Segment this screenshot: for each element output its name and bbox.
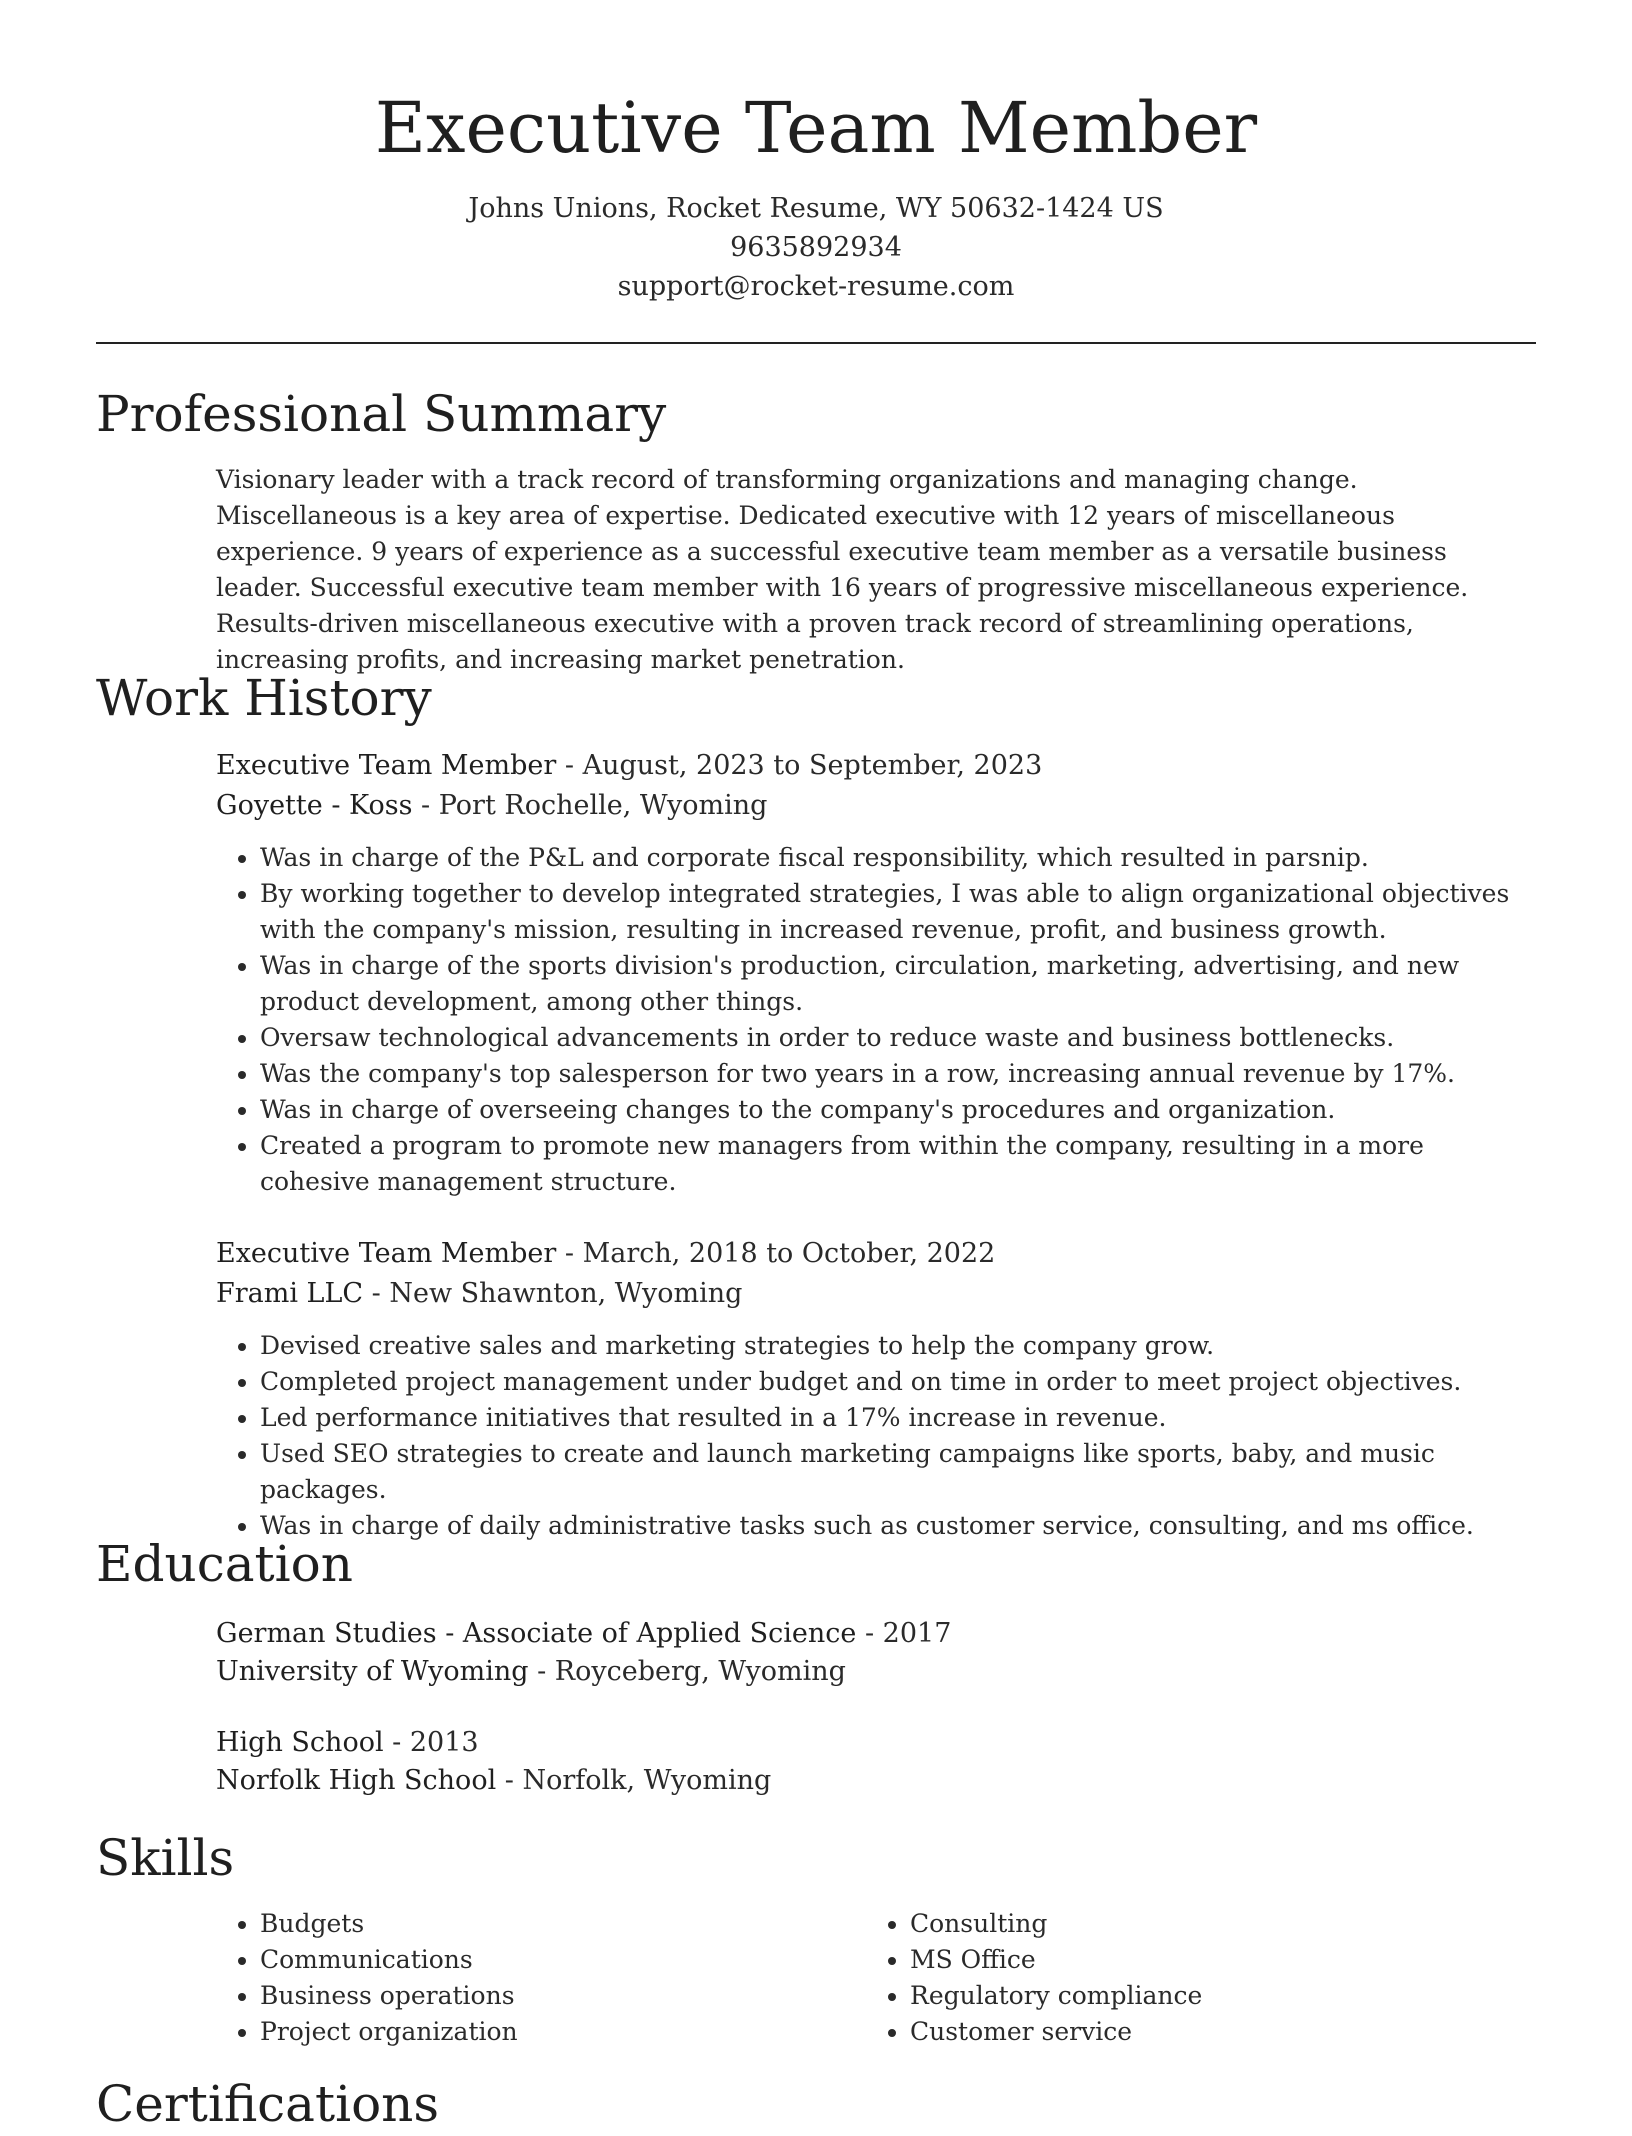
skill-item: • Regulatory compliance [910, 1978, 1466, 2014]
list-item: • Led performance initiatives that resulted in a 17% increase in revenue. [260, 1400, 1536, 1436]
skill-item: • Customer service [910, 2014, 1466, 2050]
skill-item: • Project organization [260, 2014, 816, 2050]
summary-text: Visionary leader with a track record of transforming organizations and managing change. Miscellaneous is a key area of expertise. Dedicated executive with 12 years of miscellaneous experience. 9 years of experience as a successful executive team member as a versatile business leader. Successful executive team member with 16 years of progressive miscellaneous experience. Results-driven miscellaneous executive with a proven track record of streamlining operations, increasing profits, and increasing market penetration. [216, 465, 1469, 674]
list-item: • Completed project management under budget and on time in order to meet project objectives. [260, 1364, 1536, 1400]
section-title-skills: Skills [96, 1829, 235, 1887]
list-item: • Devised creative sales and marketing strategies to help the company grow. [260, 1328, 1536, 1364]
job-dates: - August, 2023 to September, 2023 [556, 750, 1043, 781]
education-location: - Royceberg, Wyoming [528, 1656, 846, 1687]
education-1-school-line [216, 1652, 1536, 1692]
education-school: Norfolk High School [216, 1765, 497, 1796]
list-item: • Created a program to promote new managers from within the company, resulting in a more cohesive management structure. [260, 1128, 1536, 1200]
contact-email: support@rocket-resume.com [617, 271, 1015, 302]
education-2-degree-line [216, 1723, 1536, 1763]
list-item: • Was in charge of the P&L and corporate fiscal responsibility, which resulted in parsnip. [260, 840, 1536, 876]
section-title-work-history: Work History [96, 669, 432, 727]
skills-list-right [866, 1906, 1466, 2050]
list-item: • By working together to develop integrated strategies, I was able to align organizational objectives with the company's mission, resulting in increased revenue, profit, and business growth. [260, 876, 1536, 948]
list-item: • Used SEO strategies to create and launch marketing campaigns like sports, baby, and music packages. [260, 1436, 1536, 1508]
section-title-education: Education [96, 1535, 353, 1593]
list-item: • Was in charge of the sports division's production, circulation, marketing, advertising, and new product development, among other things. [260, 948, 1536, 1020]
skill-item: • Business operations [260, 1978, 816, 2014]
skill-item: • Consulting [910, 1906, 1466, 1942]
job-location: - New Shawnton, Wyoming [363, 1278, 743, 1309]
skill-item: • Communications [260, 1942, 816, 1978]
header-divider [96, 342, 1536, 344]
education-2-school-line [216, 1761, 1536, 1801]
list-item: • Oversaw technological advancements in order to reduce waste and business bottlenecks. [260, 1020, 1536, 1056]
job-1-title-line [216, 746, 1536, 786]
job-1-bullets [216, 840, 1536, 1200]
job-2-bullets [216, 1328, 1536, 1544]
education-year: - 2013 [383, 1727, 479, 1758]
job-role: Executive Team Member [216, 1238, 557, 1269]
education-degree: High School [216, 1727, 384, 1758]
job-location: - Port Rochelle, Wyoming [412, 790, 768, 821]
list-item: • Was in charge of overseeing changes to the company's procedures and organization. [260, 1092, 1536, 1128]
candidate-name: Executive Team Member [374, 87, 1258, 169]
job-role: Executive Team Member [216, 750, 557, 781]
list-item: • Was in charge of daily administrative tasks such as customer service, consulting, and ms office. [260, 1508, 1536, 1544]
job-company: Goyette - Koss [216, 790, 413, 821]
education-school: University of Wyoming [216, 1656, 529, 1687]
job-1-company-line [216, 786, 1536, 826]
list-item: • Was the company's top salesperson for two years in a row, increasing annual revenue by 17%. [260, 1056, 1536, 1092]
job-2-company-line [216, 1274, 1536, 1314]
job-2-title-line [216, 1234, 1536, 1274]
section-title-summary: Professional Summary [96, 385, 667, 443]
education-location: - Norfolk, Wyoming [496, 1765, 772, 1796]
contact-phone: 9635892934 [730, 232, 902, 263]
job-dates: - March, 2018 to October, 2022 [556, 1238, 996, 1269]
education-1-degree-line [216, 1614, 1536, 1654]
skills-list-left [216, 1906, 816, 2050]
section-title-certifications: Certifications [96, 2075, 440, 2133]
education-year: - 2017 [856, 1618, 952, 1649]
education-degree: German Studies - Associate of Applied Science [216, 1618, 857, 1649]
skill-item: • MS Office [910, 1942, 1466, 1978]
contact-address: Johns Unions, Rocket Resume, WY 50632-1424 US [468, 193, 1164, 224]
job-company: Frami LLC [216, 1278, 364, 1309]
skill-item: • Budgets [260, 1906, 816, 1942]
